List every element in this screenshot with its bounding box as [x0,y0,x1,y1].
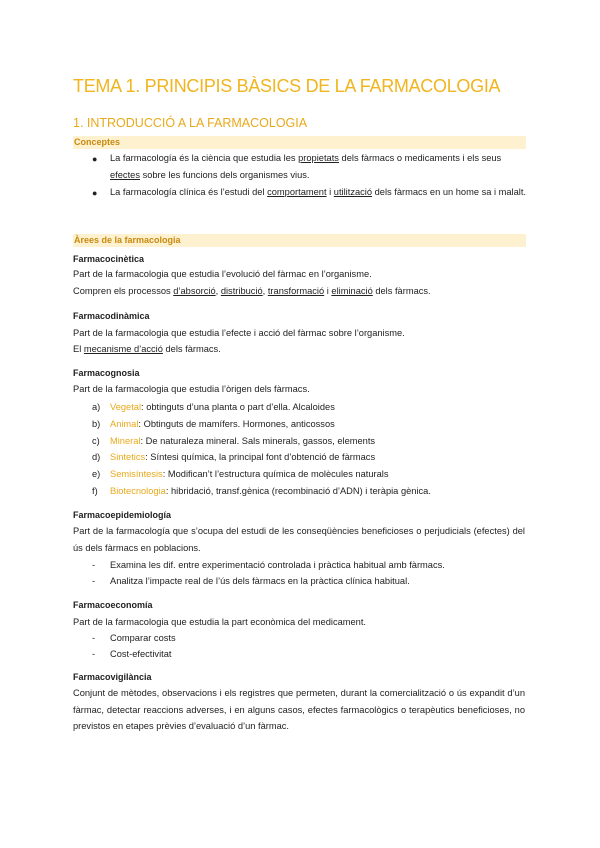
source-label: Vegetal [110,402,142,412]
text: : hibridació, transf.gènica (recombinació d’ADN) i teràpia gènica. [165,486,431,496]
concepts-band: Conceptes [73,136,526,149]
list-item: Examina les dif. entre experimentació controlada i pràctica habitual amb fàrmacs. [110,560,445,570]
text: Compren els processos [73,286,174,296]
list-marker: d) [92,452,101,462]
text: sobre les funcions dels organismes vius. [139,169,310,180]
dash-marker: - [92,560,96,570]
text: dels fàrmacs o medicaments i els seus [338,153,502,163]
concept-bullet-2 [110,184,526,201]
text: : Obtinguts de mamífers. Hormones, anticossos [138,419,335,429]
list-item: Comparar costs [110,633,176,643]
heading-farmacocinetica: Farmacocinètica [73,254,145,264]
source-label: Animal [110,419,139,429]
farmacognosia-line-1: Part de la farmacologia que estudia l’òrigen dels fàrmacs. [73,384,310,394]
heading-farmacodinamica: Farmacodinàmica [73,311,150,321]
text: : Modifican’t l’estructura química de molècules naturals [162,469,389,479]
underlined-term: eliminació [331,286,373,296]
text: El [73,344,84,354]
text: dels fàrmacs en un home sa i malalt. [372,187,527,197]
underlined-term: comportament [267,187,327,197]
underlined-term: distribució [220,286,263,296]
document-title: TEMA 1. PRINCIPIS BÀSICS DE LA FARMACOLOGIA [73,76,501,96]
source-label: Mineral [110,436,141,446]
text: i [326,187,334,197]
list-item [110,436,375,446]
list-item [110,402,335,412]
section-heading: 1. INTRODUCCIÓ A LA FARMACOLOGIA [73,116,308,130]
dash-marker: - [92,649,96,659]
heading-farmacoepidemiologia: Farmacoepidemiología [73,510,172,520]
farmacocinetica-line-2 [73,285,431,297]
underlined-term: utilització [333,187,373,197]
text: : De naturaleza mineral. Sals minerals, gassos, elements [140,436,376,446]
underlined-term: d’absorció [173,286,216,296]
bullet-dot: ● [92,154,98,164]
heading-farmacoeconomia: Farmacoeconomía [73,600,153,610]
text: , [215,286,221,296]
source-label: Biotecnologia [110,486,166,496]
list-marker: c) [92,436,100,446]
areas-band: Àrees de la farmacologia [73,234,526,247]
text: La farmacología és la ciència que estudia les [110,153,299,163]
underlined-term: transformació [267,286,325,296]
farmacocinetica-line-1: Part de la farmacologia que estudia l’evolució del fàrmac en l’organisme. [73,269,372,279]
list-item [110,469,389,479]
list-item: Analitza l’impacte real de l’ús dels fàrmacs en la pràctica clínica habitual. [110,576,410,586]
text: dels fàrmacs. [372,286,431,296]
underlined-term: propietats [298,153,339,163]
text: , [262,286,268,296]
dash-marker: - [92,633,96,643]
text: dels fàrmacs. [162,344,221,354]
list-marker: e) [92,469,101,479]
list-marker: f) [92,486,98,496]
farmacoeconomia-line-1: Part de la farmacologia que estudia la part econòmica del medicament. [73,617,367,627]
concept-bullet-1 [110,150,526,183]
list-marker: b) [92,419,101,429]
source-label: Sintetics [110,452,146,462]
farmacovigilancia-paragraph: Conjunt de mètodes, observacions i els registres que permeten, durant la comercialització o ús expandit d’un fàrmac, detectar reaccions adverses, i en alguns casos, efectes farmacològics o terapèutics beneficioses, no previstos en etapes prèvies d’evaluació d’un fàrmac. [73,688,525,731]
list-item [110,486,431,496]
farmacodinamica-line-2 [73,343,221,355]
text: : Síntesi química, la principal font d’obtenció de fàrmacs [145,452,376,462]
farmacodinamica-line-1: Part de la farmacologia que estudia l’efecte i acció del fàrmac sobre l’organisme. [73,328,405,338]
list-item [110,419,335,429]
list-item [110,452,375,462]
heading-farmacovigilancia: Farmacovigilància [73,672,152,682]
farmacoepidemiologia-paragraph: Part de la farmacología que s’ocupa del estudi de les conseqüències beneficioses o perjudicials (efectes) del ús dels fàrmacs en poblacions. [73,526,525,553]
text: i [324,286,332,296]
underlined-term: mecanisme d’acció [83,344,163,354]
bullet-dot: ● [92,188,98,198]
text: La farmacología clínica és l’estudi del [110,187,268,197]
list-marker: a) [92,402,101,412]
text: : obtinguts d’una planta o part d’ella. Alcaloides [141,402,335,412]
source-label: Semisíntesis [110,469,163,479]
underlined-term: efectes [110,169,140,180]
heading-farmacognosia: Farmacognosia [73,368,140,378]
list-item: Cost-efectivitat [110,649,172,659]
dash-marker: - [92,576,96,586]
